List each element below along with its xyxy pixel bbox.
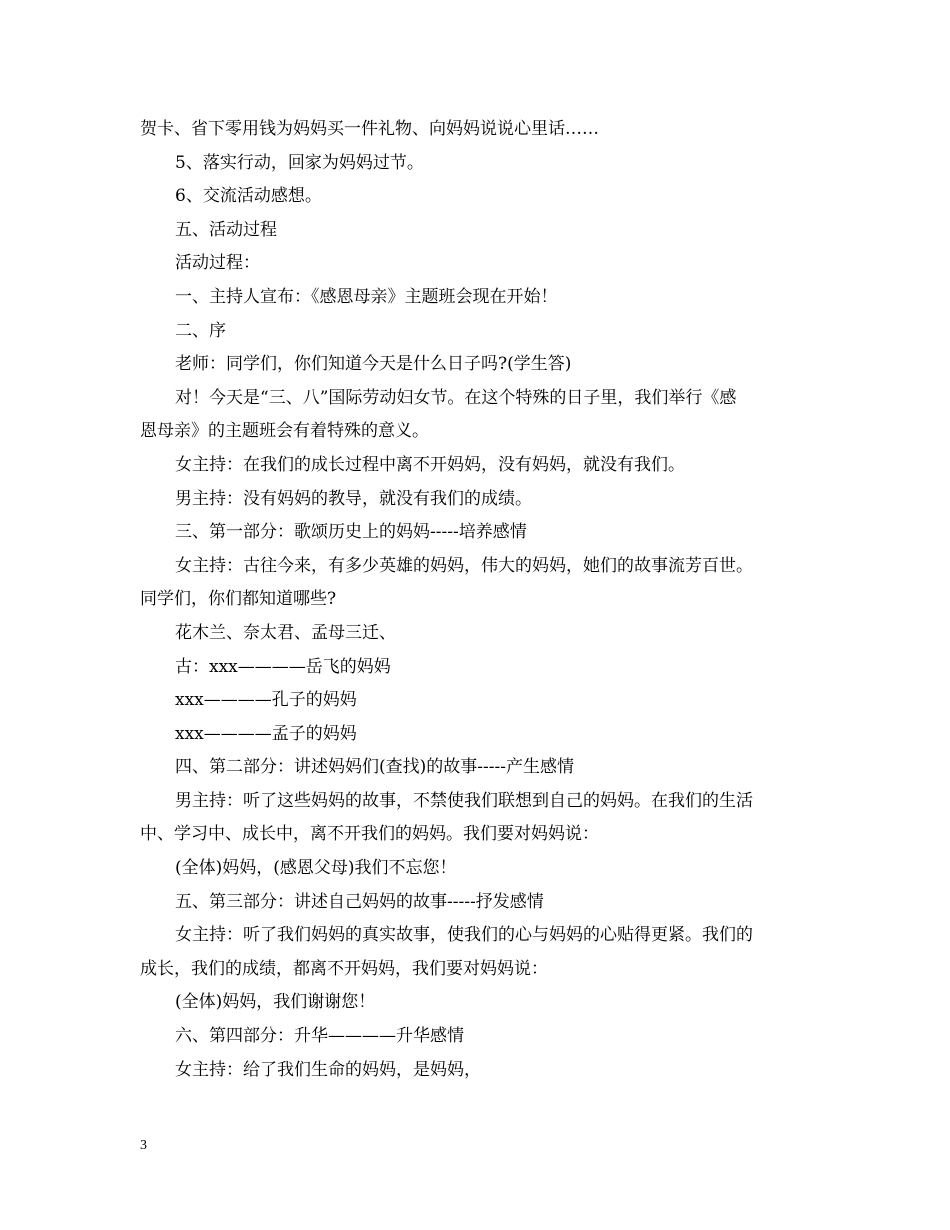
paragraph-line: 男主持：没有妈妈的教导，就没有我们的成绩。 [175, 488, 532, 509]
paragraph-line: 男主持：听了这些妈妈的故事，不禁使我们联想到自己的妈妈。在我们的生活 [175, 790, 753, 811]
section-heading: 二、序 [175, 320, 226, 341]
paragraph-line: xxx————孟子的妈妈 [175, 723, 357, 744]
paragraph-line: 同学们，你们都知道哪些? [140, 589, 337, 610]
paragraph-line: (全体)妈妈，我们谢谢您！ [175, 992, 376, 1013]
paragraph-line: 对！今天是“三、八”国际劳动妇女节。在这个特殊的日子里，我们举行《感 [175, 387, 737, 408]
paragraph-line: 女主持：古往今来，有多少英雄的妈妈，伟大的妈妈，她们的故事流芳百世。 [175, 555, 753, 576]
paragraph-line: 女主持：听了我们妈妈的真实故事，使我们的心与妈妈的心贴得更紧。我们的 [175, 925, 753, 946]
paragraph-line: 老师：同学们，你们知道今天是什么日子吗?(学生答) [175, 354, 572, 375]
paragraph-line: (全体)妈妈，(感恩父母)我们不忘您！ [175, 858, 457, 879]
section-heading: 五、第三部分：讲述自己妈妈的故事-----抒发感情 [175, 891, 544, 912]
paragraph-line: 花木兰、奈太君、孟母三迁、 [175, 622, 396, 643]
section-heading: 三、第一部分：歌颂历史上的妈妈-----培养感情 [175, 522, 527, 543]
paragraph-line: 女主持：在我们的成长过程中离不开妈妈，没有妈妈，就没有我们。 [175, 454, 685, 475]
paragraph-line: 古：xxx————岳飞的妈妈 [175, 656, 391, 677]
paragraph-line: 6、交流活动感想。 [175, 186, 322, 207]
page-number: 3 [140, 1138, 147, 1153]
paragraph-line: 成长，我们的成绩，都离不开妈妈，我们要对妈妈说： [140, 958, 548, 979]
paragraph-line: 中、学习中、成长中，离不开我们的妈妈。我们要对妈妈说： [140, 824, 599, 845]
paragraph-line: 活动过程： [175, 253, 260, 274]
section-heading: 五、活动过程 [175, 219, 277, 240]
paragraph-line: 5、落实行动，回家为妈妈过节。 [175, 152, 424, 173]
paragraph-line: xxx————孔子的妈妈 [175, 690, 357, 711]
paragraph-line: 一、主持人宣布：《感恩母亲》主题班会现在开始！ [175, 286, 558, 307]
paragraph-line: 恩母亲》的主题班会有着特殊的意义。 [140, 421, 429, 442]
paragraph-line: 贺卡、省下零用钱为妈妈买一件礼物、向妈妈说说心里话…… [140, 119, 599, 139]
section-heading: 六、第四部分：升华————升华感情 [175, 1026, 464, 1047]
section-heading: 四、第二部分：讲述妈妈们(查找)的故事-----产生感情 [175, 757, 574, 778]
paragraph-line: 女主持：给了我们生命的妈妈，是妈妈， [175, 1059, 481, 1080]
document-body [140, 113, 812, 1087]
